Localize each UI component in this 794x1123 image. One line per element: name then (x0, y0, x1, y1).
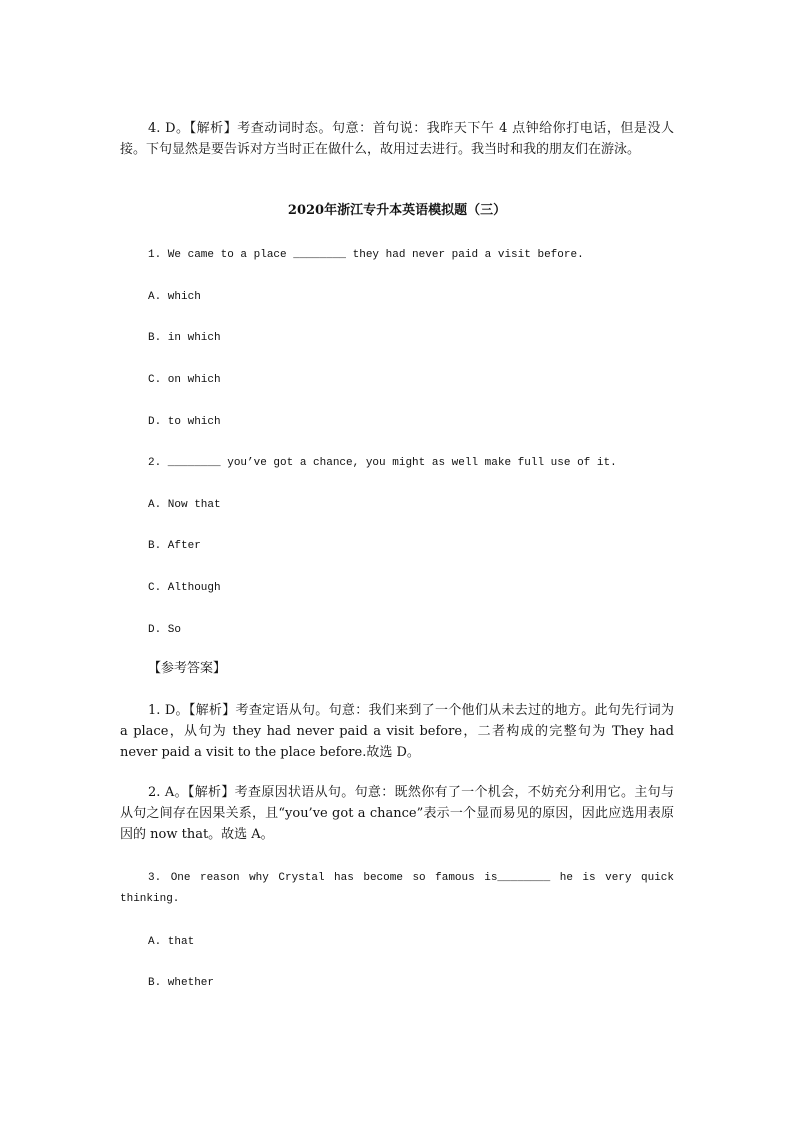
question-2-option-d: D. So (148, 624, 182, 636)
question-1-stem: 1. We came to a place ________ they had never paid a visit before. (148, 249, 584, 261)
question-2-option-a: A. Now that (148, 499, 221, 511)
question-1-option-a: A. which (148, 291, 201, 303)
section-title: 2020年浙江专升本英语模拟题（三） (287, 203, 507, 218)
question-2-option-c: C. Although (148, 582, 221, 594)
answer-2-explanation: 2. A。【解析】考查原因状语从句。句意：既然你有了一个机会，不妨充分利用它。主句与从句之间存在因果关系，且“you’ve got a chance”表示一个显而易见的原因，因此应选用表原因的 now that。故选 A。 (120, 785, 674, 842)
answers-heading: 【参考答案】 (148, 661, 227, 676)
question-3-option-a: A. that (148, 936, 195, 948)
question-2-option-b: B. After (148, 540, 201, 552)
question-1-option-c: C. on which (148, 374, 221, 386)
answer-1-explanation: 1. D。【解析】考查定语从句。句意：我们来到了一个他们从未去过的地方。此句先行词为 a place，从句为 they had never paid a visit before，二者构成的完整句为 They had never paid a visit to the place before.故选 D。 (120, 703, 674, 760)
question-1-option-d: D. to which (148, 416, 221, 428)
question-3-option-b: B. whether (148, 977, 215, 989)
question-3-stem: 3. One reason why Crystal has become so famous is________ he is very quick thinking. (120, 872, 674, 905)
answer-paragraph-4: 4. D。【解析】考查动词时态。句意：首句说：我昨天下午 4 点钟给你打电话，但是没人接。下句显然是要告诉对方当时正在做什么，故用过去进行。我当时和我的朋友们在游泳。 (120, 121, 674, 157)
question-2-stem: 2. ________ you’ve got a chance, you might as well make full use of it. (148, 457, 617, 469)
question-1-option-b: B. in which (148, 332, 221, 344)
